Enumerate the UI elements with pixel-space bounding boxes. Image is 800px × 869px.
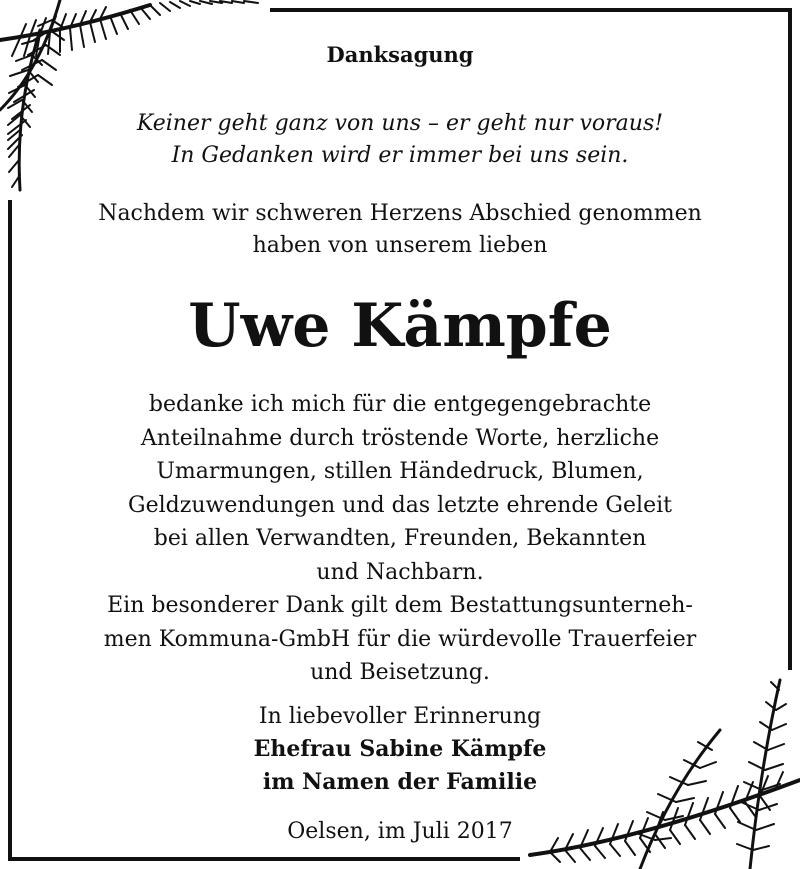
body-line: bei allen Verwandten, Freunden, Bekannten (153, 526, 647, 551)
thanks-text (0, 388, 800, 690)
body-line: Anteilnahme durch tröstende Worte, herzliche (140, 425, 660, 451)
motto (0, 108, 800, 172)
body-line: Geldzuwendungen und das letzte ehrende Geleit (128, 492, 672, 518)
intro-line: Nachdem wir schweren Herzens Abschied genommen (98, 201, 702, 226)
closing-block (0, 700, 800, 799)
body-line: und Beisetzung. (310, 660, 490, 685)
body-line: Ein besonderer Dank gilt dem Bestattungsunterneh- (107, 593, 693, 618)
body-line: bedanke ich mich für die entgegengebrachte (148, 392, 652, 417)
signer-name: Ehefrau Sabine Kämpfe (253, 736, 547, 762)
notice-heading: Danksagung (326, 42, 474, 67)
body-line: Umarmungen, stillen Händedruck, Blumen, (156, 459, 644, 484)
intro-line: haben von unserem lieben (252, 233, 548, 258)
family-line: im Namen der Familie (262, 769, 538, 795)
place-date: Oelsen, im Juli 2017 (287, 819, 513, 844)
body-line: men Kommuna-GmbH für die würdevolle Trauerfeier (103, 626, 697, 652)
intro-text (0, 198, 800, 262)
body-line: und Nachbarn. (316, 559, 484, 585)
deceased-name: Uwe Kämpfe (188, 291, 612, 361)
motto-line: In Gedanken wird er immer bei uns sein. (171, 143, 629, 168)
motto-line: Keiner geht ganz von uns – er geht nur voraus! (136, 111, 664, 136)
closing-phrase: In liebevoller Erinnerung (258, 704, 542, 729)
